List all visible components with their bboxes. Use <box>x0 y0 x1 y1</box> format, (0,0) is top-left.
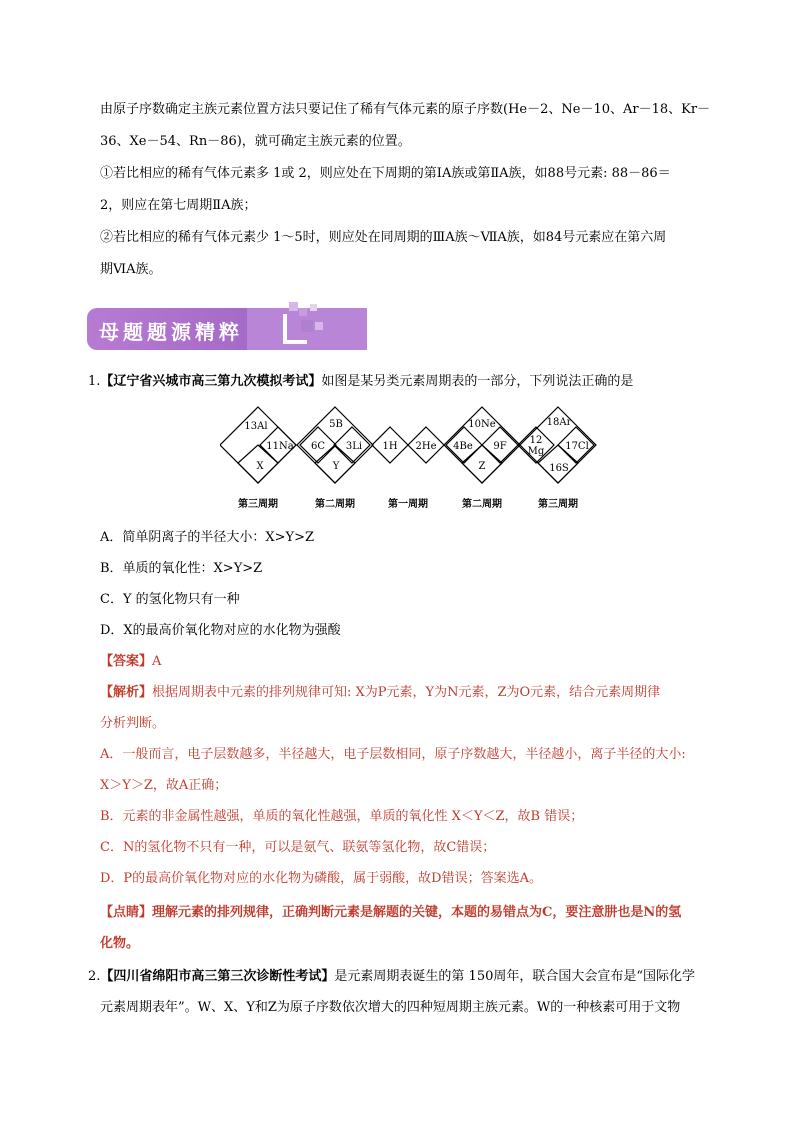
point-text-1: 理解元素的排列规律，正确判断元素是解题的关键，本题的易错点为C，要注意肼也是N的氢 <box>152 905 682 920</box>
intro-line-4: 2，则应在第七周期ⅡA族； <box>100 198 257 213</box>
q1-number: 1. <box>88 374 101 389</box>
label-ne: 10Ne <box>468 419 496 430</box>
q1-analysis-a-line-1: A．一般而言，电子层数越多，半径越大，电子层数相同，原子序数越大，半径越小，离子半径的大小: <box>100 747 686 762</box>
q1-point-line-1 <box>100 897 720 928</box>
label-c: 6C <box>310 441 326 452</box>
label-na: 11Na <box>266 441 294 452</box>
label-li: 3Li <box>345 441 363 452</box>
intro-line-5: ②若比相应的稀有气体元素少 1～5时，则应处在同周期的ⅢA族～ⅦA族，如84号元素应在第六周 <box>100 230 667 245</box>
q2-number: 2. <box>88 969 101 984</box>
analysis-label: 【解析】 <box>100 685 153 700</box>
point-label: 【点睛】 <box>100 905 153 920</box>
section-title: 母题题源精粹 <box>99 320 243 344</box>
q1-stem-text: 如图是某另类元素周期表的一部分，下列说法正确的是 <box>321 374 634 389</box>
intro-line-3: ①若比相应的稀有气体元素多 1或 2，则应处在下周期的第ⅠA族或第ⅡA族，如88号元素: 88－86＝ <box>100 166 671 181</box>
intro-line-2: 36、Xe－54、Rn－86)，就可确定主族元素的位置。 <box>100 134 411 149</box>
label-mg: Mg <box>527 446 545 457</box>
caption-period-2-right: 第二周期 <box>462 499 502 510</box>
label-ar: 18Ar <box>546 417 572 428</box>
answer-label: 【答案】 <box>100 654 153 669</box>
q2-stem-line-1 <box>88 961 708 992</box>
label-mg-number: 12 <box>529 435 543 446</box>
q2-source: 【四川省绵阳市高三第三次诊断性考试】 <box>100 969 335 984</box>
q1-option-b: B．单质的氧化性：X>Y>Z <box>100 561 263 576</box>
label-x: X <box>256 461 264 472</box>
q1-analysis-a-line-2: X＞Y＞Z，故A正确； <box>100 778 228 793</box>
caption-period-3-right: 第三周期 <box>538 499 578 510</box>
q1-option-a: A．简单阴离子的半径大小：X>Y>Z <box>100 530 315 545</box>
analysis-text-1: 根据周期表中元素的排列规律可知: X为P元素，Y为N元素，Z为O元素，结合元素周期律 <box>152 685 661 700</box>
q1-analysis-c: C．N的氢化物不只有一种，可以是氨气、联氨等氢化物，故C错误； <box>100 840 496 855</box>
caption-period-1: 第一周期 <box>388 499 428 510</box>
label-be: 4Be <box>453 441 473 452</box>
label-y: Y <box>332 461 340 472</box>
section-banner <box>87 300 327 352</box>
label-al: 13Al <box>244 421 268 432</box>
label-b: 5B <box>329 419 343 430</box>
intro-line-1: 由原子序数确定主族元素位置方法只要记住了稀有气体元素的原子序数(He－2、Ne－10、Ar－18、Kr－ <box>100 102 711 117</box>
caption-period-3-left: 第三周期 <box>238 499 278 510</box>
label-h: 1H <box>382 441 398 452</box>
banner-deco-icon <box>277 300 327 352</box>
q1-answer <box>100 646 720 677</box>
answer-value: A <box>152 654 162 669</box>
label-f: 9F <box>493 441 507 452</box>
intro-line-6: 期ⅥA族。 <box>100 262 162 277</box>
q1-stem <box>88 366 708 397</box>
q1-option-d: D．X的最高价氧化物对应的水化物为强酸 <box>100 623 341 638</box>
q1-analysis-d: D．P的最高价氧化物对应的水化物为磷酸，属于弱酸，故D错误；答案选A。 <box>100 871 542 886</box>
label-he: 2He <box>415 441 437 452</box>
label-z: Z <box>478 461 486 472</box>
periodic-diagram <box>220 405 600 517</box>
q1-analysis-line-2: 分析判断。 <box>100 716 166 731</box>
q1-analysis-line-1 <box>100 677 720 708</box>
label-s: 16S <box>549 463 569 474</box>
q1-point-line-2: 化物。 <box>100 936 140 951</box>
q2-stem-text-1: 是元素周期表诞生的第 150周年，联合国大会宣布是“国际化学 <box>334 969 696 984</box>
q2-stem-line-2: 元素周期表年”。W、X、Y和Z为原子序数依次增大的四种短周期主族元素。W的一种核素可用于文物 <box>100 1000 681 1015</box>
q1-option-c: C．Y 的氢化物只有一种 <box>100 592 240 607</box>
q1-source: 【辽宁省兴城市高三第九次模拟考试】 <box>100 374 322 389</box>
q1-analysis-b: B．元素的非金属性越强，单质的氧化性越强，单质的氧化性 X＜Y＜Z，故B 错误； <box>100 809 584 824</box>
caption-period-2-left: 第二周期 <box>315 499 355 510</box>
label-cl: 17Cl <box>565 441 589 452</box>
